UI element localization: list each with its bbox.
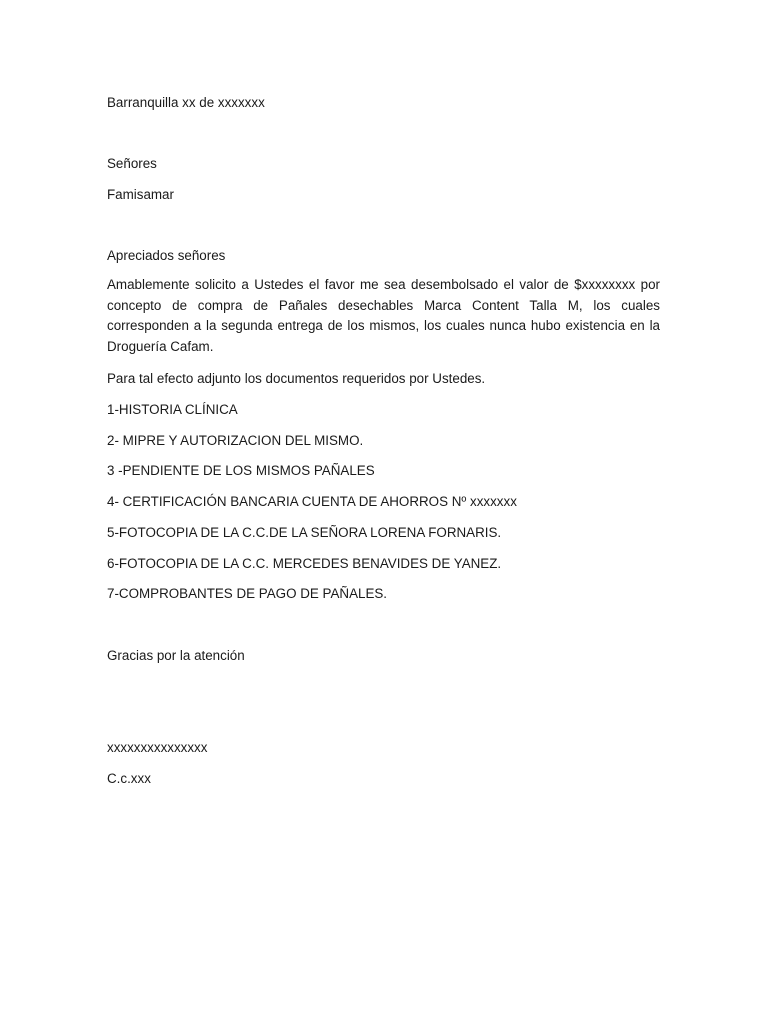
- greeting: Apreciados señores: [107, 248, 226, 263]
- salutation: Señores: [107, 156, 157, 171]
- signature-id: C.c.xxx: [107, 771, 151, 786]
- signature-name: xxxxxxxxxxxxxxx: [107, 740, 208, 755]
- attachment-item: 5-FOTOCOPIA DE LA C.C.DE LA SEÑORA LORENA FORNARIS.: [107, 525, 502, 540]
- closing: Gracias por la atención: [107, 648, 245, 663]
- body-line: corresponden a la segunda entrega de los mismos, los cuales nunca hubo existencia en la: [107, 318, 660, 333]
- attachment-item: 7-COMPROBANTES DE PAGO DE PAÑALES.: [107, 586, 388, 601]
- body-line: Amablemente solicito a Ustedes el favor me sea desembolsado el valor de $xxxxxxxx por: [107, 277, 660, 292]
- body-line: Droguería Cafam.: [107, 338, 214, 354]
- attachment-item: 2- MIPRE Y AUTORIZACION DEL MISMO.: [107, 433, 364, 448]
- attachment-item: 6-FOTOCOPIA DE LA C.C. MERCEDES BENAVIDES DE YANEZ.: [107, 556, 502, 571]
- attachment-item: 3 -PENDIENTE DE LOS MISMOS PAÑALES: [107, 463, 375, 478]
- attachments-intro: Para tal efecto adjunto los documentos requeridos por Ustedes.: [107, 371, 486, 386]
- recipient-name: Famisamar: [107, 187, 174, 202]
- body-line: concepto de compra de Pañales desechables Marca Content Talla M, los cuales: [107, 297, 660, 313]
- attachment-item: 1-HISTORIA CLÍNICA: [107, 402, 238, 417]
- place-date: Barranquilla xx de xxxxxxx: [107, 95, 265, 110]
- attachment-item: 4- CERTIFICACIÓN BANCARIA CUENTA DE AHORROS Nº xxxxxxx: [107, 494, 517, 509]
- body-paragraph: [107, 275, 660, 357]
